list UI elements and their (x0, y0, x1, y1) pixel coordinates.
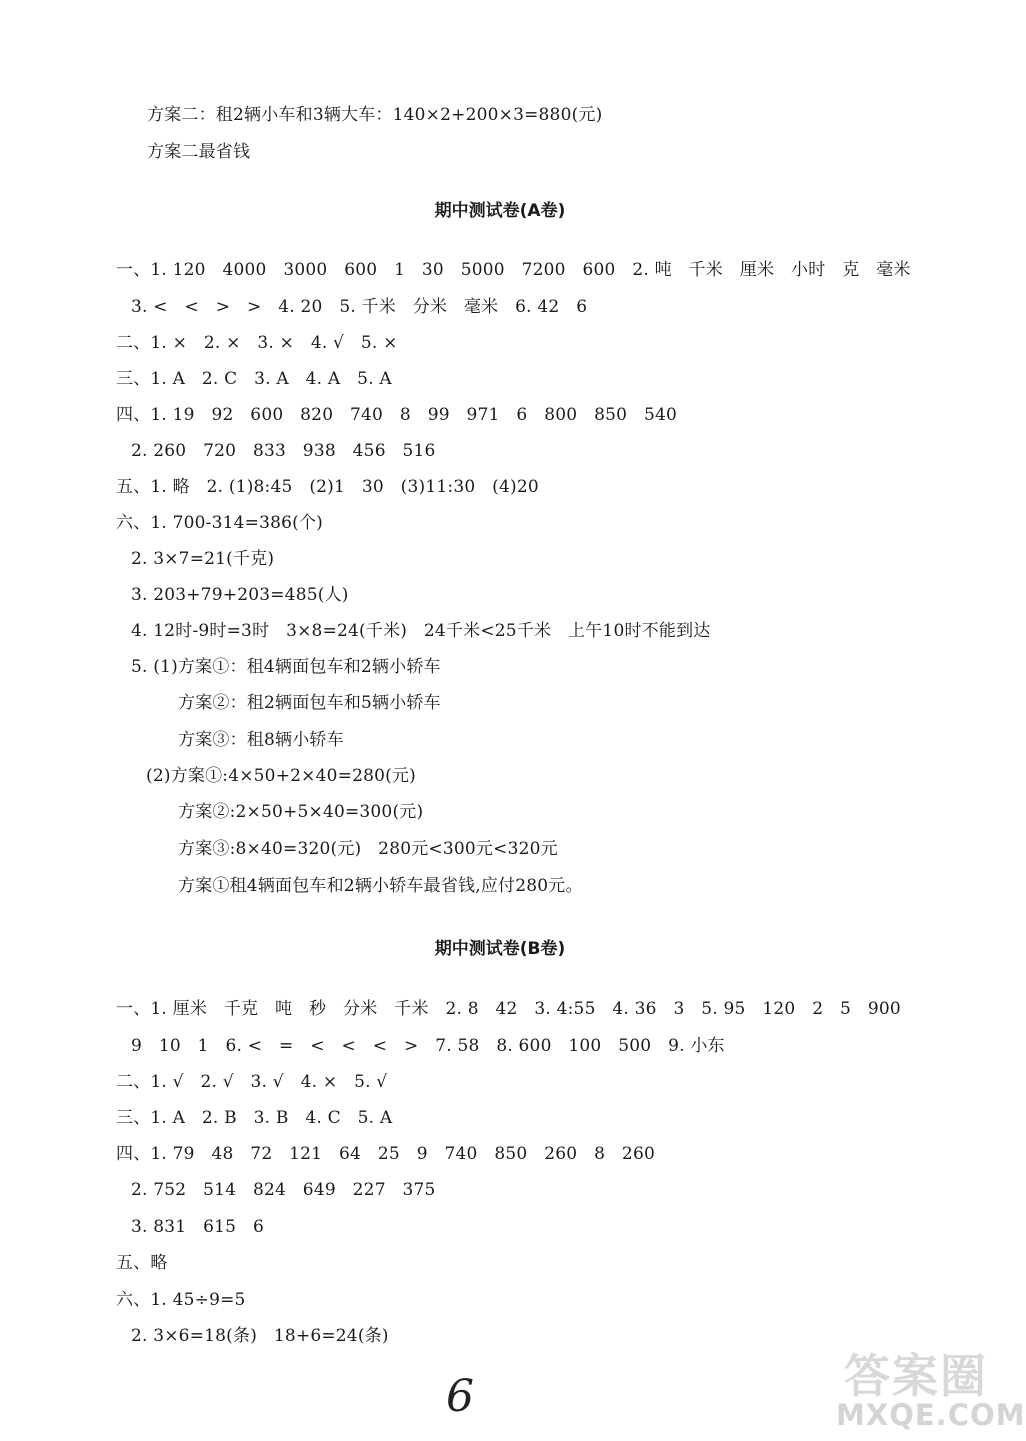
section-a-line: 3. < < > > 4. 20 5. 千米 分米 毫米 6. 42 6 (131, 297, 588, 317)
intro-line-2: 方案二最省钱 (147, 142, 251, 162)
watermark-top-text: 答案圈 (844, 1349, 988, 1403)
section-a-line: 二、1. × 2. × 3. × 4. √ 5. × (116, 333, 398, 353)
section-b-title: 期中测试卷(B卷) (434, 939, 566, 959)
section-a-line: 4. 12时-9时=3时 3×8=24(千米) 24千米<25千米 上午10时不能到达 (131, 621, 711, 641)
section-b-line: 2. 752 514 824 649 227 375 (131, 1180, 436, 1200)
section-a-line: 2. 260 720 833 938 456 516 (131, 441, 436, 461)
section-a-line: 方案③：租8辆小轿车 (178, 730, 344, 750)
section-a-line: (2)方案①:4×50+2×40=280(元) (146, 766, 416, 786)
section-a-line: 四、1. 19 92 600 820 740 8 99 971 6 800 850 540 (116, 405, 678, 425)
section-b-line: 五、略 (116, 1253, 168, 1273)
section-a-line: 5. (1)方案①：租4辆面包车和2辆小轿车 (131, 657, 441, 677)
page-number: 6 (446, 1371, 474, 1422)
intro-line-1: 方案二：租2辆小车和3辆大车：140×2+200×3=880(元) (147, 105, 603, 125)
section-b-line: 六、1. 45÷9=5 (116, 1290, 246, 1310)
section-a-line: 方案②:2×50+5×40=300(元) (178, 802, 424, 822)
watermark-logo (836, 1340, 1026, 1436)
section-b-line: 2. 3×6=18(条) 18+6=24(条) (131, 1326, 389, 1346)
section-a-line: 六、1. 700-314=386(个) (116, 513, 324, 533)
section-b-line: 二、1. √ 2. √ 3. √ 4. × 5. √ (116, 1072, 388, 1092)
section-b-line: 3. 831 615 6 (131, 1217, 264, 1237)
section-a-line: 方案③:8×40=320(元) 280元<300元<320元 (178, 839, 558, 859)
section-b-line: 9 10 1 6. < = < < < > 7. 58 8. 600 100 500 9. 小东 (131, 1036, 725, 1056)
section-a-line: 方案①租4辆面包车和2辆小轿车最省钱,应付280元。 (178, 876, 583, 896)
watermark-bottom-text: MXQE.COM (836, 1398, 1026, 1432)
section-a-line: 2. 3×7=21(千克) (131, 549, 275, 569)
section-b-line: 三、1. A 2. B 3. B 4. C 5. A (116, 1108, 393, 1128)
section-b-line: 一、1. 厘米 千克 吨 秒 分米 千米 2. 8 42 3. 4:55 4. 36 3 5. 95 120 2 5 900 (116, 999, 901, 1019)
section-a-line: 一、1. 120 4000 3000 600 1 30 5000 7200 600 2. 吨 千米 厘米 小时 克 毫米 (116, 260, 911, 280)
section-a-line: 方案②：租2辆面包车和5辆小轿车 (178, 693, 441, 713)
section-a-title: 期中测试卷(A卷) (434, 201, 566, 221)
section-b-line: 四、1. 79 48 72 121 64 25 9 740 850 260 8 260 (116, 1144, 655, 1164)
section-a-line: 三、1. A 2. C 3. A 4. A 5. A (116, 369, 392, 389)
section-a-line: 五、1. 略 2. (1)8:45 (2)1 30 (3)11:30 (4)20 (116, 477, 539, 497)
section-a-line: 3. 203+79+203=485(人) (131, 585, 349, 605)
